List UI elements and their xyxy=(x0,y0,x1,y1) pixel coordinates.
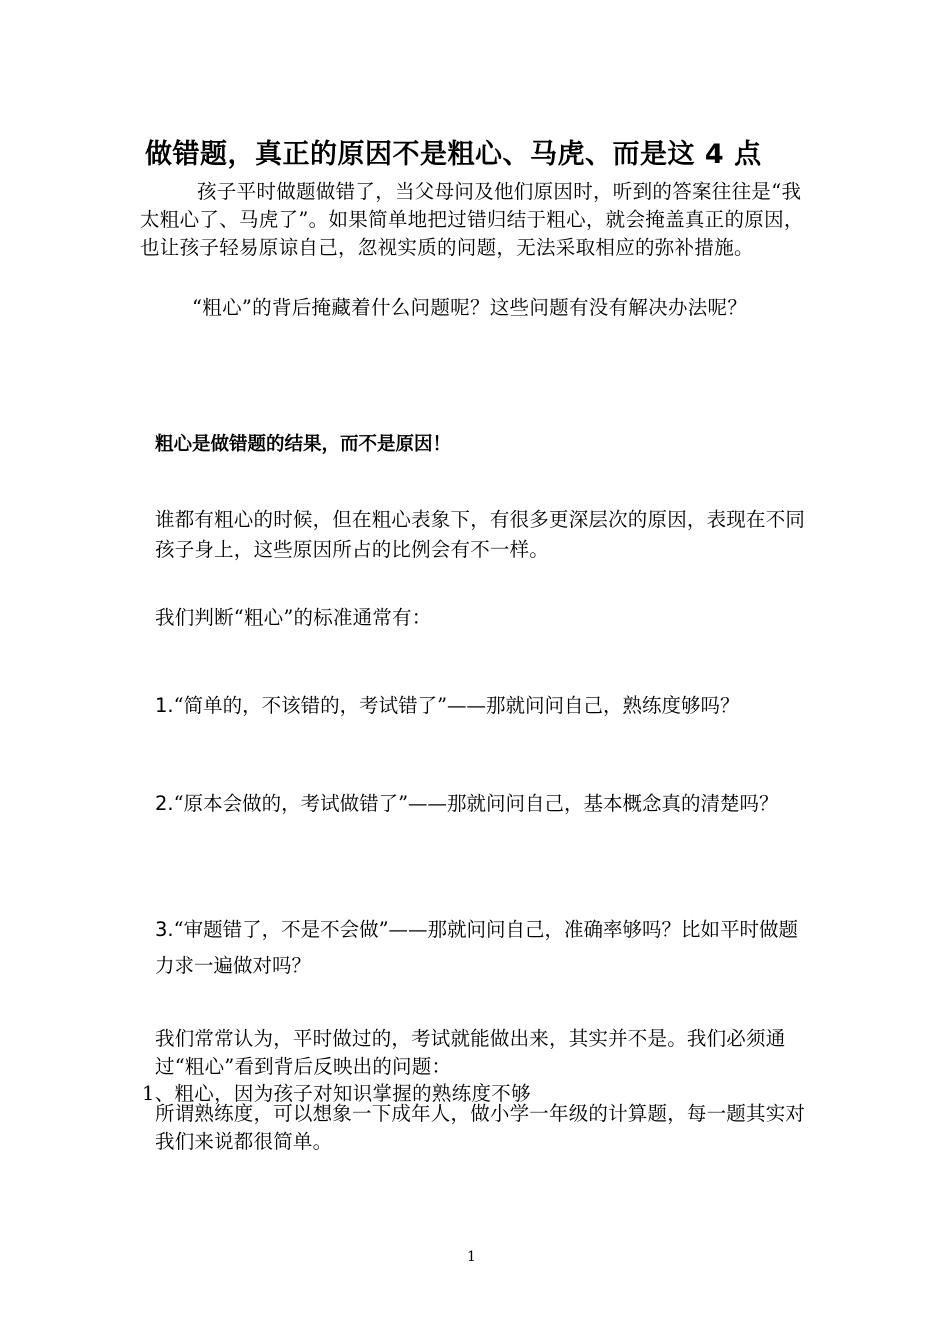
paragraph-deeper-reasons: 谁都有粗心的时候，但在粗心表象下，有很多更深层次的原因，表现在不同孩子身上，这些原因所占的比例会有不一样。 xyxy=(155,508,806,561)
paragraph-criteria-intro: 我们判断“粗心”的标准通常有： xyxy=(155,606,432,629)
criteria-item-number: 3. xyxy=(155,918,174,941)
criteria-item-text: “简单的，不该错的，考试错了”——那就问问自己，熟练度够吗？ xyxy=(173,694,740,717)
paragraph-reflection: 我们常常认为，平时做过的，考试就能做出来，其实并不是。我们必须通过“粗心”看到背后反映出的问题： xyxy=(155,1027,786,1078)
criteria-item-number: 1. xyxy=(155,694,174,717)
criteria-item-1 xyxy=(155,688,815,724)
question-paragraph: “粗心”的背后掩藏着什么问题呢？这些问题有没有解决办法呢？ xyxy=(192,296,748,319)
criteria-item-text: “审题错了，不是不会做”——那就问问自己，准确率够吗？比如平时做题力求一遍做对吗？ xyxy=(155,918,799,977)
criteria-item-3 xyxy=(155,912,815,984)
criteria-item-number: 2. xyxy=(155,792,174,815)
intro-paragraph: 孩子平时做题做错了，当父母问及他们原因时，听到的答案往往是“我太粗心了、马虎了”。如果简单地把过错归结于粗心，就会掩盖真正的原因，也让孩子轻易原谅自己，忽视实质的问题，无法采取相应的弥补措施。 xyxy=(140,180,804,259)
point-1-heading: 1、粗心，因为孩子对知识掌握的熟练度不够 xyxy=(142,1082,531,1105)
criteria-item-text: “原本会做的，考试做错了”——那就问问自己，基本概念真的清楚吗？ xyxy=(173,792,779,815)
document-title: 做错题，真正的原因不是粗心、马虎、而是这 4 点 xyxy=(145,139,762,170)
section-subheading: 粗心是做错题的结果，而不是原因！ xyxy=(155,434,452,455)
page-number: 1 xyxy=(467,1249,476,1265)
paragraph-proficiency: 所谓熟练度，可以想象一下成年人，做小学一年级的计算题，每一题其实对我们来说都很简单。 xyxy=(155,1102,806,1153)
criteria-item-2 xyxy=(155,786,815,822)
